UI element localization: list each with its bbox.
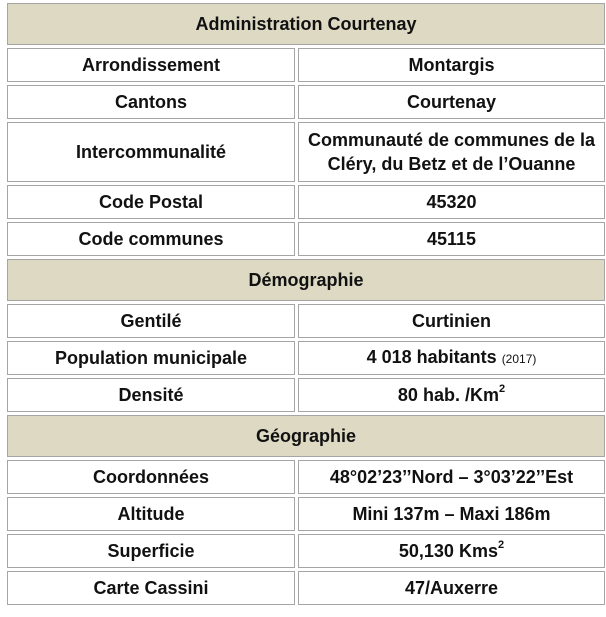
row-value-coordonnees: 48°02’23’’Nord – 3°03’22’’Est [298,460,605,494]
table-row [7,122,605,182]
table-row [7,460,605,494]
table-row [7,341,605,375]
row-value-carte-cassini: 47/Auxerre [298,571,605,605]
row-label-gentile: Gentilé [7,304,295,338]
row-value-densite [298,378,605,412]
table-row [7,497,605,531]
densite-superscript: 2 [498,383,506,395]
superficie-superscript: 2 [497,539,505,551]
table-row [7,85,605,119]
population-value: 4 018 habitants [366,347,497,367]
row-label-population: Population municipale [7,341,295,375]
row-label-carte-cassini: Carte Cassini [7,571,295,605]
superficie-value: 50,130 Kms [398,541,498,561]
table-row [7,534,605,568]
row-label-code-postal: Code Postal [7,185,295,219]
row-label-cantons: Cantons [7,85,295,119]
row-value-code-postal: 45320 [298,185,605,219]
info-table [4,0,606,608]
section-header-row [7,415,605,457]
row-value-altitude: Mini 137m – Maxi 186m [298,497,605,531]
table-row [7,48,605,82]
section-header-row [7,3,605,45]
section-title-administration: Administration Courtenay [7,3,605,45]
row-value-cantons: Courtenay [298,85,605,119]
row-label-arrondissement: Arrondissement [7,48,295,82]
population-year-note: (2017) [501,352,537,366]
row-value-intercommunalite: Communauté de communes de la Cléry, du Betz et de l’Ouanne [298,122,605,182]
section-title-demographie: Démographie [7,259,605,301]
row-label-coordonnees: Coordonnées [7,460,295,494]
row-label-altitude: Altitude [7,497,295,531]
table-row [7,378,605,412]
row-label-code-communes: Code communes [7,222,295,256]
row-value-arrondissement: Montargis [298,48,605,82]
row-value-gentile: Curtinien [298,304,605,338]
table-row [7,304,605,338]
section-header-row [7,259,605,301]
table-row [7,222,605,256]
densite-value: 80 hab. /Km [397,385,499,405]
section-title-geographie: Géographie [7,415,605,457]
row-label-superficie: Superficie [7,534,295,568]
row-label-densite: Densité [7,378,295,412]
row-value-population [298,341,605,375]
row-label-intercommunalite: Intercommunalité [7,122,295,182]
table-row [7,571,605,605]
row-value-code-communes: 45115 [298,222,605,256]
row-value-superficie [298,534,605,568]
table-row [7,185,605,219]
